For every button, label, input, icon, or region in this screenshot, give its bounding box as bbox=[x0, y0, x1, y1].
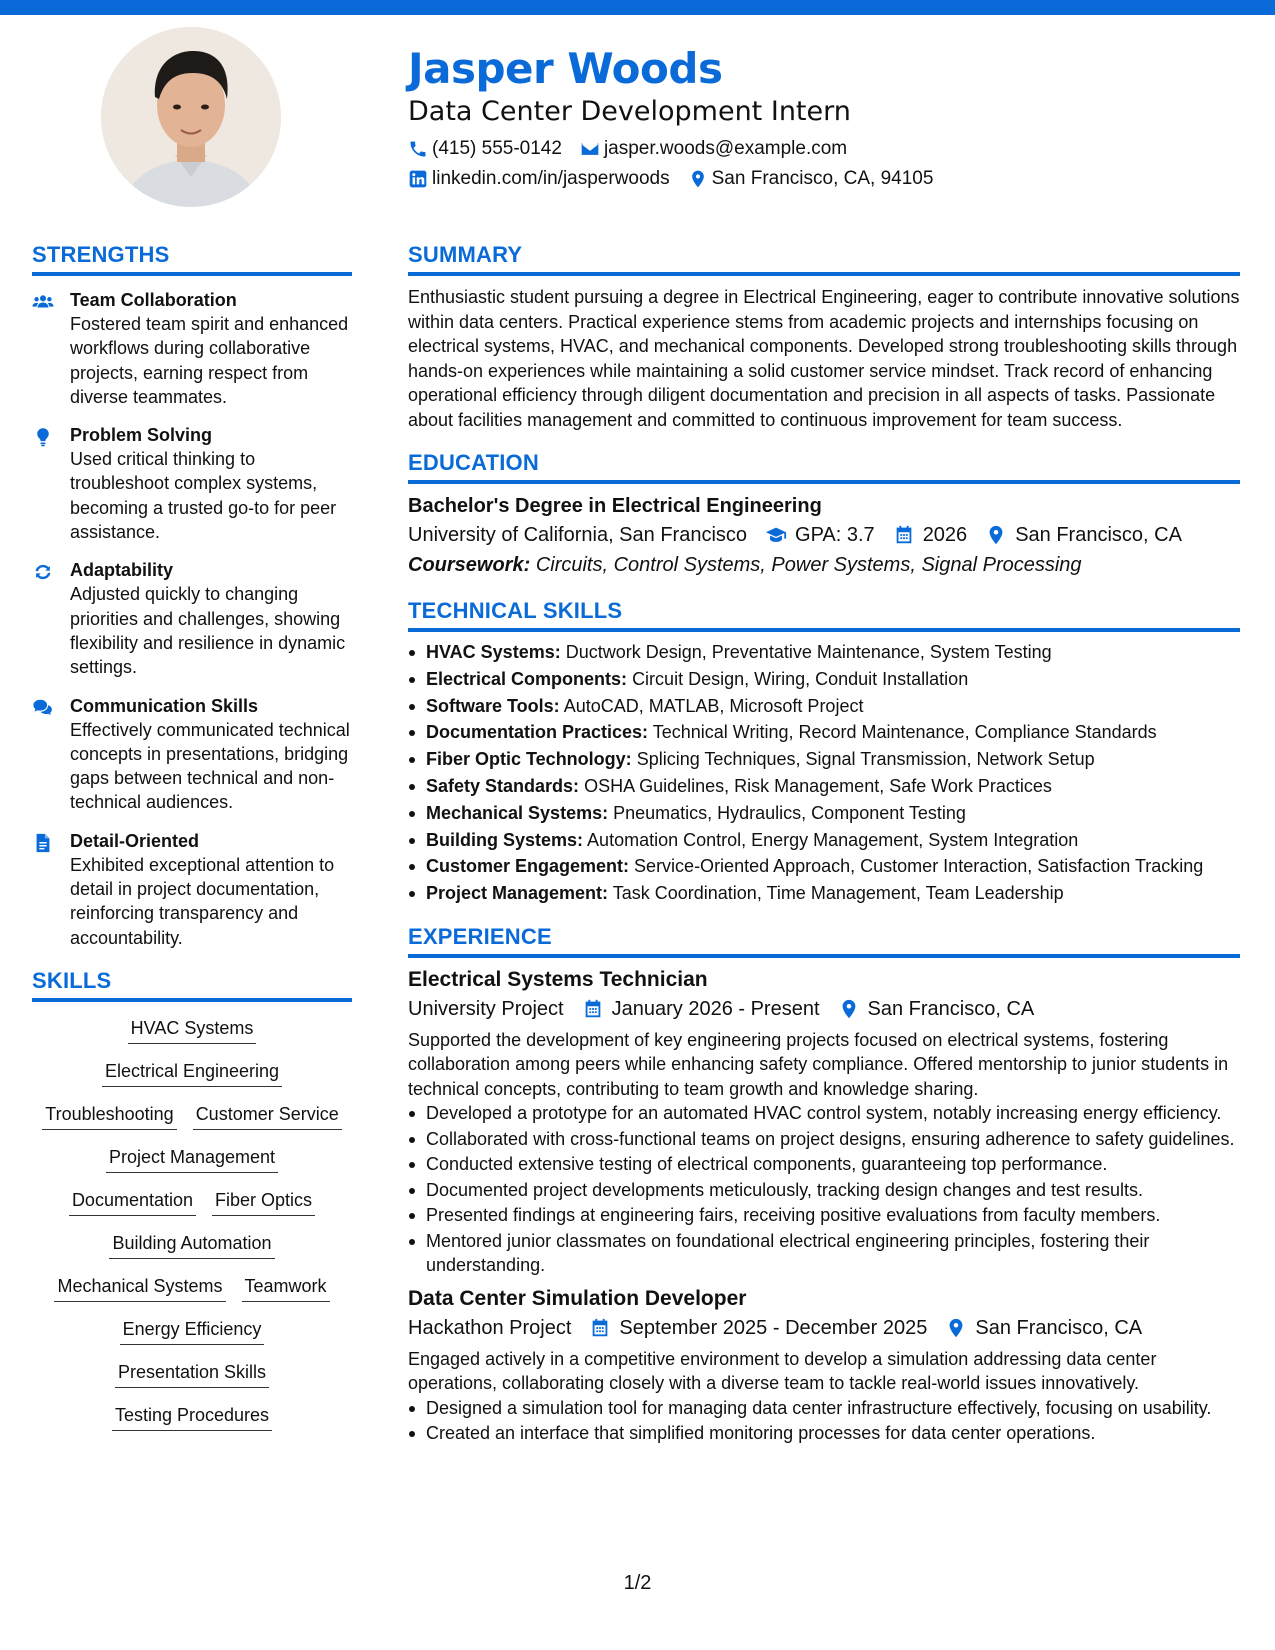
strengths-heading: STRENGTHS bbox=[32, 240, 352, 276]
job-bullets bbox=[408, 1101, 1240, 1277]
map-pin-icon bbox=[945, 1317, 967, 1339]
candidate-role: Data Center Development Intern bbox=[408, 96, 851, 127]
users-icon bbox=[32, 291, 54, 313]
skill-tag: Customer Service bbox=[193, 1102, 342, 1130]
list-item: Software Tools: AutoCAD, MATLAB, Microsoft Project bbox=[408, 694, 1240, 719]
job-bullets bbox=[408, 1396, 1240, 1446]
summary-heading: SUMMARY bbox=[408, 240, 1240, 276]
calendar-icon bbox=[893, 524, 915, 546]
education-section bbox=[408, 448, 1240, 580]
strength-item bbox=[32, 558, 352, 679]
job-description: Engaged actively in a competitive environment to develop a simulation addressing data center operations, collaborating closely with a diverse team to tackle real-world issues innovatively. bbox=[408, 1348, 1157, 1394]
document-icon bbox=[32, 832, 54, 854]
strength-desc: Effectively communicated technical concepts in presentations, bridging gaps between technical and non-technical audiences. bbox=[70, 719, 350, 813]
list-item: Documented project developments meticulously, tracking design changes and test results. bbox=[408, 1178, 1240, 1202]
skill-tag: Electrical Engineering bbox=[102, 1059, 282, 1087]
strength-title: Detail-Oriented bbox=[70, 830, 200, 851]
right-column bbox=[408, 240, 1240, 1447]
lightbulb-icon bbox=[32, 426, 54, 448]
list-item: Developed a prototype for an automated HVAC control system, notably increasing energy efficiency. bbox=[408, 1101, 1240, 1125]
strength-desc: Adjusted quickly to changing priorities and challenges, showing flexibility and resilience in dynamic settings. bbox=[70, 584, 346, 678]
list-item: Building Systems: Automation Control, Energy Management, System Integration bbox=[408, 828, 1240, 853]
job-dates-item bbox=[589, 1313, 927, 1343]
coursework-label: Coursework: bbox=[408, 554, 531, 576]
list-item: Created an interface that simplified monitoring processes for data center operations. bbox=[408, 1421, 1240, 1445]
strength-desc: Exhibited exceptional attention to detail in project documentation, reinforcing transparency and accountability. bbox=[70, 854, 335, 948]
experience-heading: EXPERIENCE bbox=[408, 922, 1240, 958]
summary-text: Enthusiastic student pursuing a degree in Electrical Engineering, eager to contribute innovative solutions within data centers. Practical experience stems from academic projects and internships focusing on electrical systems, HVAC, and mechanical components. Developed strong troubleshooting skills through hands-on experiences while maintaining a solid customer service mindset. Track record of enhancing operational efficiency through diligent documentation and precision in all aspects of tasks. Passionate about facilities management and committed to continuous improvement for team success. bbox=[408, 287, 1240, 430]
job-title: Electrical Systems Technician bbox=[408, 967, 708, 991]
phone-item bbox=[408, 136, 562, 162]
refresh-icon bbox=[32, 561, 54, 583]
skill-tag: Energy Efficiency bbox=[120, 1317, 265, 1345]
list-item: HVAC Systems: Ductwork Design, Preventative Maintenance, System Testing bbox=[408, 640, 1240, 665]
strength-item bbox=[32, 423, 352, 544]
envelope-icon bbox=[580, 139, 600, 159]
job-location-item bbox=[945, 1313, 1142, 1343]
job-description: Supported the development of key engineering projects focused on electrical systems, fostering collaboration among peers while enhancing safety compliance. Offered mentorship to junior students in technical concepts, contributing to team growth and knowledge sharing. bbox=[408, 1029, 1229, 1099]
job-org: University Project bbox=[408, 997, 564, 1020]
job-dates: January 2026 - Present bbox=[611, 997, 820, 1020]
strength-item bbox=[32, 829, 352, 950]
skills-row bbox=[46, 1274, 337, 1302]
job-title: Data Center Simulation Developer bbox=[408, 1286, 747, 1310]
job-location: San Francisco, CA bbox=[867, 997, 1035, 1020]
job-org: Hackathon Project bbox=[408, 1316, 572, 1339]
list-item: Documentation Practices: Technical Writing, Record Maintenance, Compliance Standards bbox=[408, 720, 1240, 745]
list-item: Mentored junior classmates on foundational electrical engineering principles, fostering their understanding. bbox=[408, 1229, 1240, 1277]
edu-location-text: San Francisco, CA bbox=[1015, 524, 1182, 546]
skill-tag: Project Management bbox=[106, 1145, 278, 1173]
phone-icon bbox=[408, 139, 428, 159]
map-pin-icon bbox=[688, 169, 708, 189]
job-location-item bbox=[838, 994, 1035, 1024]
gpa-item bbox=[765, 520, 875, 550]
skill-tag: Teamwork bbox=[242, 1274, 330, 1302]
calendar-icon bbox=[582, 998, 604, 1020]
skills-row bbox=[98, 1145, 286, 1173]
location-item bbox=[688, 166, 934, 192]
list-item: Fiber Optic Technology: Splicing Techniques, Signal Transmission, Network Setup bbox=[408, 747, 1240, 772]
job-location: San Francisco, CA bbox=[975, 1316, 1143, 1339]
job-entry bbox=[408, 966, 1240, 1277]
linkedin-text[interactable]: linkedin.com/in/jasperwoods bbox=[432, 168, 670, 189]
skill-tag: Building Automation bbox=[109, 1231, 274, 1259]
strength-desc: Fostered team spirit and enhanced workflows during collaborative projects, earning respect from diverse teammates. bbox=[70, 314, 349, 407]
list-item: Mechanical Systems: Pneumatics, Hydraulics, Component Testing bbox=[408, 801, 1240, 826]
skills-row bbox=[112, 1317, 273, 1345]
skills-row bbox=[34, 1102, 349, 1130]
skills-row bbox=[101, 1231, 282, 1259]
list-item: Electrical Components: Circuit Design, Wiring, Conduit Installation bbox=[408, 667, 1240, 692]
coursework-text: Circuits, Control Systems, Power Systems, Signal Processing bbox=[535, 554, 1082, 576]
skill-tag: HVAC Systems bbox=[128, 1016, 257, 1044]
strength-item bbox=[32, 288, 352, 409]
list-item: Customer Engagement: Service-Oriented Approach, Customer Interaction, Satisfaction Tracking bbox=[408, 854, 1240, 879]
year-item bbox=[893, 520, 968, 550]
experience-section bbox=[408, 922, 1240, 1446]
job-meta bbox=[408, 994, 1240, 1024]
left-column bbox=[32, 240, 352, 1446]
linkedin-item[interactable] bbox=[408, 166, 670, 192]
year-text: 2026 bbox=[922, 524, 968, 546]
strength-desc: Used critical thinking to troubleshoot complex systems, becoming a trusted go-to for peer assistance. bbox=[70, 449, 337, 543]
job-dates: September 2025 - December 2025 bbox=[619, 1316, 928, 1339]
contact-row-1 bbox=[408, 136, 1238, 162]
education-meta bbox=[408, 520, 1240, 550]
skills-row bbox=[104, 1403, 280, 1431]
map-pin-icon bbox=[985, 524, 1007, 546]
strengths-list bbox=[32, 288, 352, 950]
gpa-text: GPA: 3.7 bbox=[795, 524, 875, 546]
skills-row bbox=[61, 1188, 323, 1216]
list-item: Presented findings at engineering fairs, receiving positive evaluations from faculty members. bbox=[408, 1203, 1240, 1227]
candidate-name: Jasper Woods bbox=[408, 44, 723, 93]
skill-tag: Presentation Skills bbox=[115, 1360, 269, 1388]
school-name: University of California, San Francisco bbox=[408, 524, 748, 546]
graduation-cap-icon bbox=[765, 524, 787, 546]
strength-title: Team Collaboration bbox=[70, 290, 237, 310]
strength-title: Communication Skills bbox=[70, 695, 259, 716]
skill-tag: Mechanical Systems bbox=[54, 1274, 225, 1302]
strength-title: Adaptability bbox=[70, 560, 174, 581]
skills-row bbox=[107, 1360, 277, 1388]
job-dates-item bbox=[582, 994, 820, 1024]
list-item: Safety Standards: OSHA Guidelines, Risk Management, Safe Work Practices bbox=[408, 774, 1240, 799]
page-number: 1/2 bbox=[623, 1572, 652, 1594]
strength-item bbox=[32, 694, 352, 815]
phone-text: (415) 555-0142 bbox=[432, 138, 562, 159]
job-entry bbox=[408, 1285, 1240, 1446]
degree-title: Bachelor's Degree in Electrical Engineering bbox=[408, 495, 822, 517]
skill-tag: Fiber Optics bbox=[212, 1188, 315, 1216]
list-item: Collaborated with cross-functional teams on project designs, ensuring adherence to safety guidelines. bbox=[408, 1127, 1240, 1151]
strength-title: Problem Solving bbox=[70, 425, 213, 446]
email-text[interactable]: jasper.woods@example.com bbox=[603, 138, 848, 159]
map-pin-icon bbox=[838, 998, 860, 1020]
skill-tag: Testing Procedures bbox=[112, 1403, 272, 1431]
list-item: Designed a simulation tool for managing data center infrastructure effectively, focusing on usability. bbox=[408, 1396, 1240, 1420]
technical-skills-list bbox=[408, 640, 1240, 906]
job-meta bbox=[408, 1313, 1240, 1343]
list-item: Project Management: Task Coordination, Time Management, Team Leadership bbox=[408, 881, 1240, 906]
resume-header bbox=[408, 40, 1238, 192]
skills-row bbox=[94, 1059, 290, 1087]
skill-tag: Troubleshooting bbox=[42, 1102, 176, 1130]
calendar-icon bbox=[589, 1317, 611, 1339]
skill-tag: Documentation bbox=[69, 1188, 196, 1216]
location-text: San Francisco, CA, 94105 bbox=[711, 168, 934, 189]
edu-location-item bbox=[985, 520, 1182, 550]
email-item[interactable] bbox=[580, 136, 847, 162]
skills-tags bbox=[32, 1016, 352, 1446]
skills-row bbox=[120, 1016, 265, 1044]
linkedin-icon bbox=[408, 169, 428, 189]
skills-heading: SKILLS bbox=[32, 966, 352, 1002]
profile-photo bbox=[101, 27, 281, 207]
technical-skills-heading: TECHNICAL SKILLS bbox=[408, 596, 1240, 632]
chat-icon bbox=[32, 697, 54, 719]
top-accent-bar bbox=[0, 0, 1275, 15]
technical-skills-section bbox=[408, 596, 1240, 906]
education-heading: EDUCATION bbox=[408, 448, 1240, 484]
list-item: Conducted extensive testing of electrical components, guaranteeing top performance. bbox=[408, 1152, 1240, 1176]
coursework bbox=[408, 550, 1240, 580]
contact-row-2 bbox=[408, 166, 1238, 192]
